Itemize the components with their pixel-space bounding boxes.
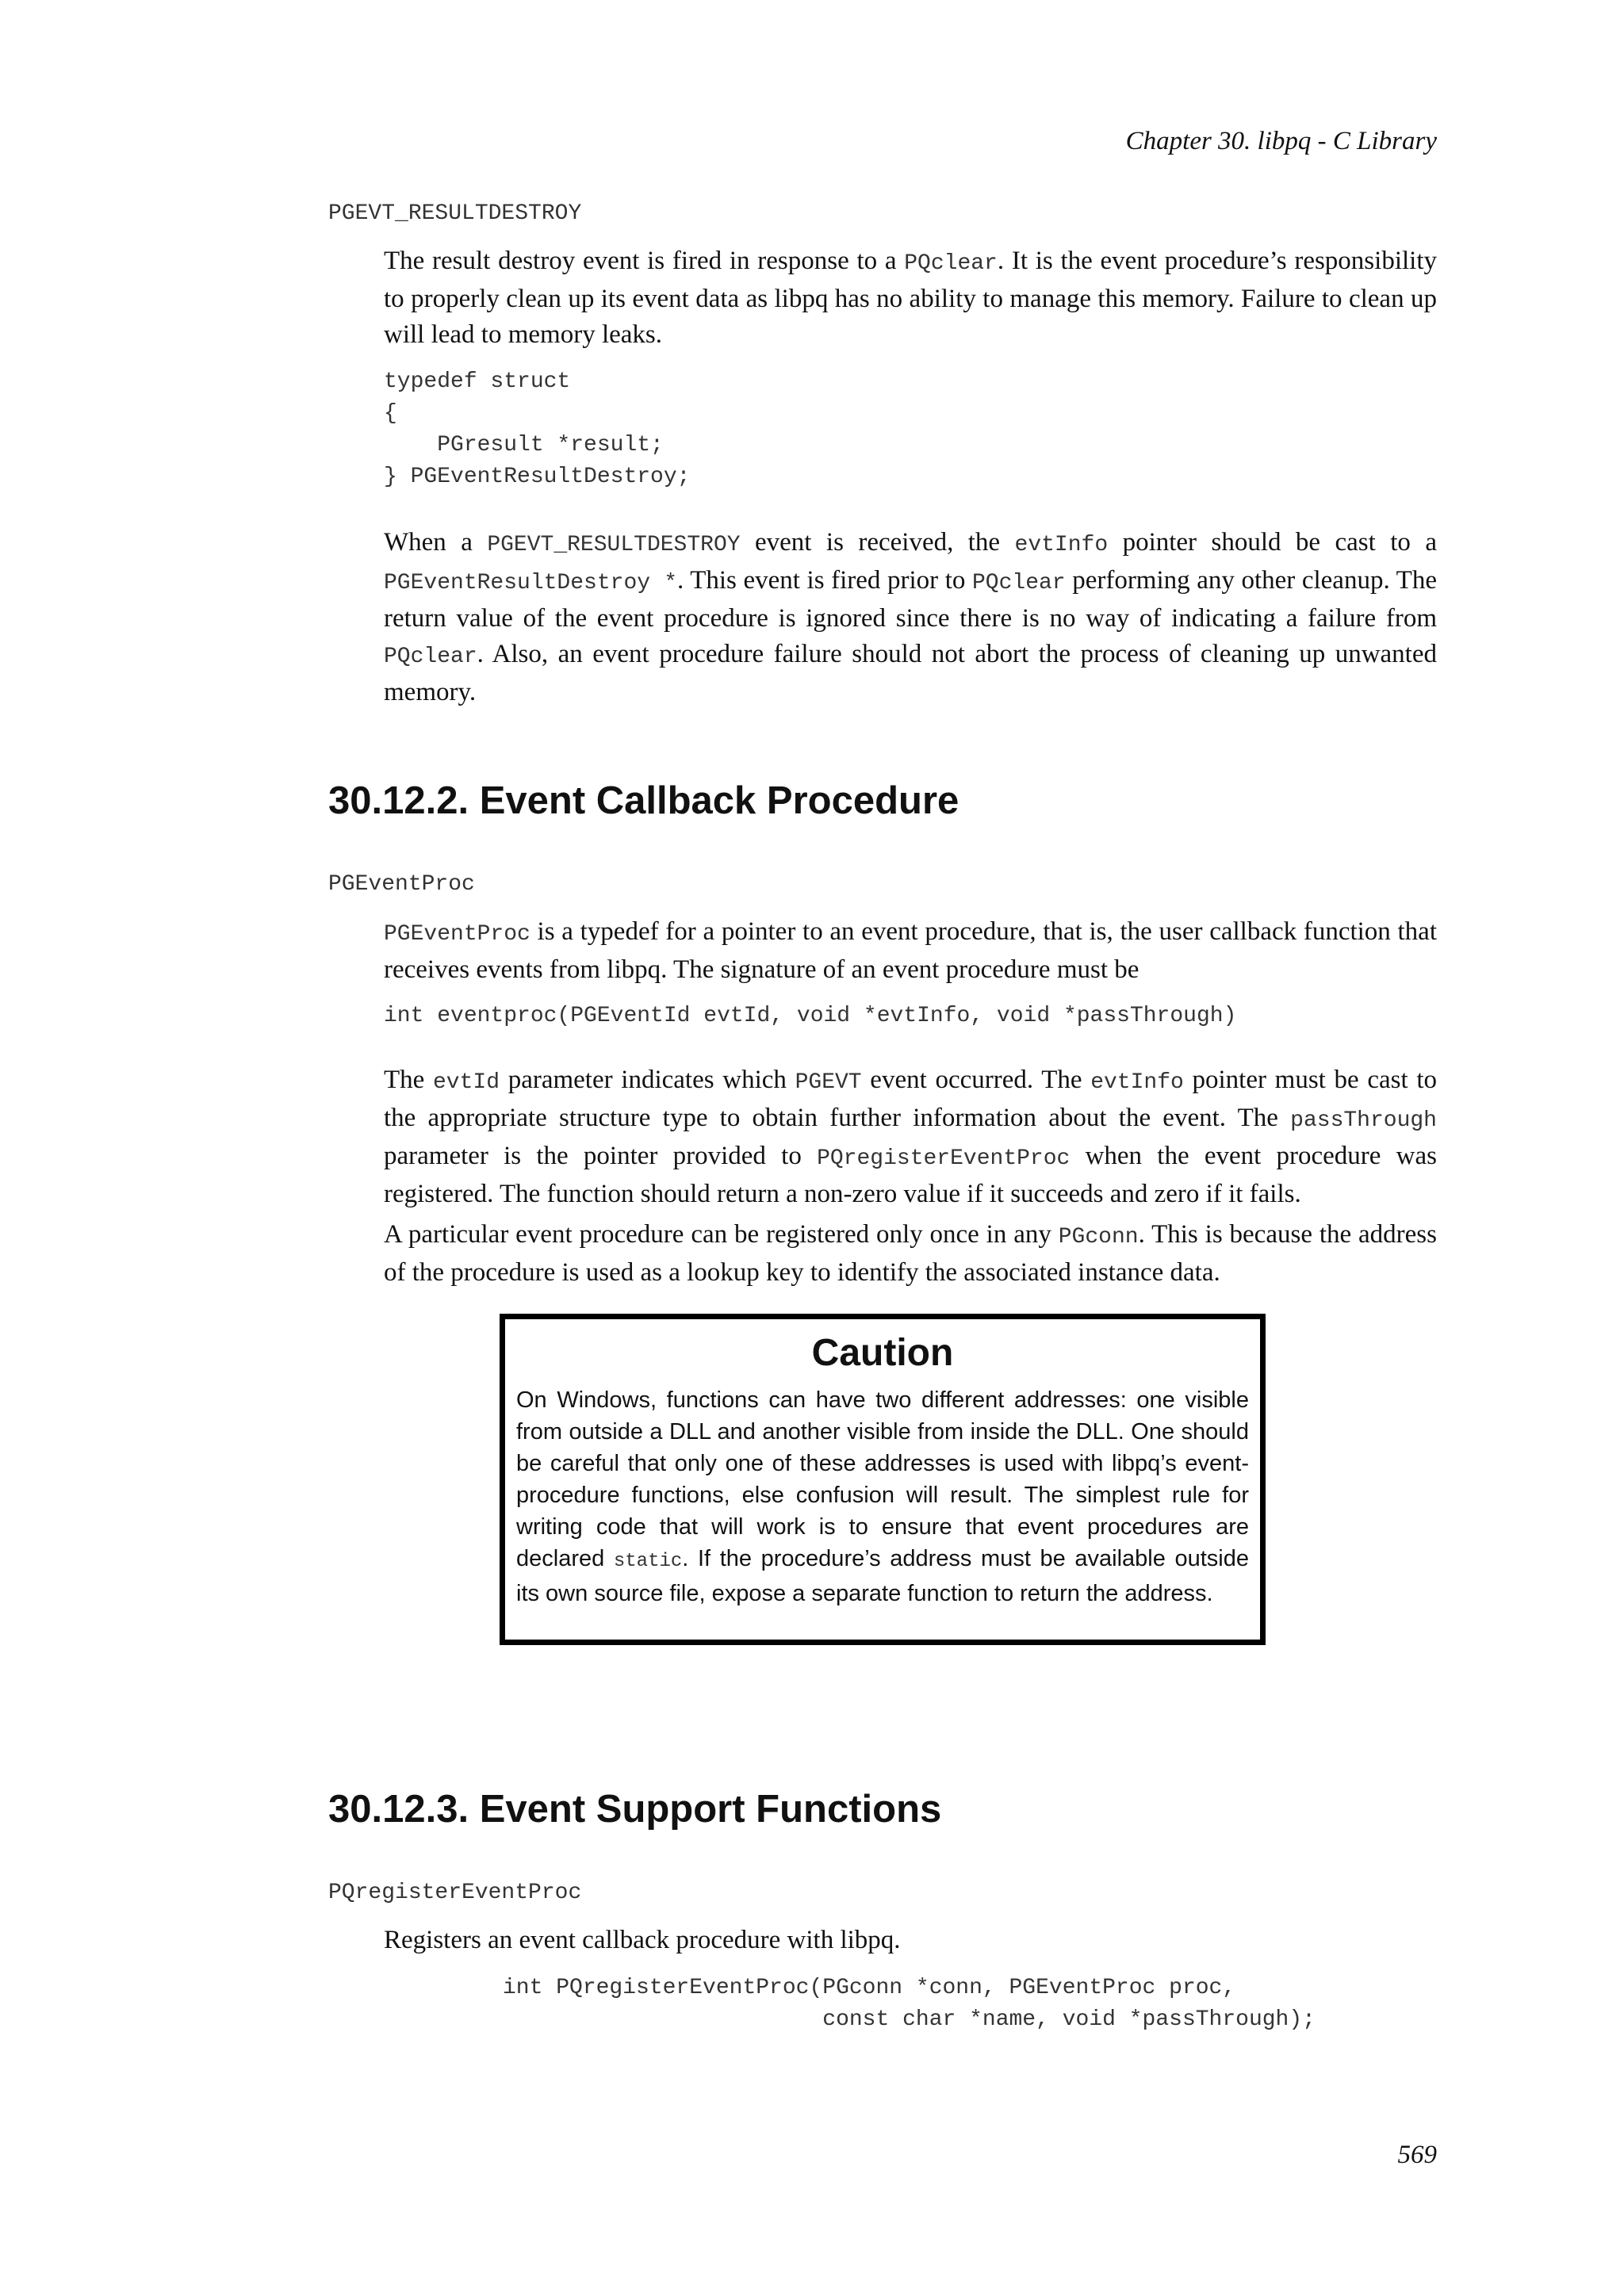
running-header: Chapter 30. libpq - C Library (1125, 127, 1437, 155)
resultdestroy-paragraph-1: The result destroy event is fired in response to a PQclear. It is the event procedure’s responsibility to properly clean up its event data as libpq has no ability to manage this memory. Failure to clean up will lead to memory leaks. (384, 247, 1437, 349)
term-pqregistereventproc: PQregisterEventProc (328, 1881, 582, 1905)
eventproc-paragraph-2: The evtId parameter indicates which PGEVT event occurred. The evtInfo pointer must be cast to the appropriate structure type to obtain further information about the event. The passThrough parameter is the pointer provided to PQregisterEventProc when the event procedure was registered. The function should return a non-zero value if it succeeds and zero if it fails. (384, 1066, 1438, 1208)
section-heading-event-callback: 30.12.2. Event Callback Procedure (328, 779, 959, 822)
caution-body: On Windows, functions can have two different addresses: one visible from outside a DLL and another visible from inside the DLL. One should be careful that only one of these addresses is used with libpq’s event-procedure functions, else confusion will result. The simplest rule for writing code that will work is to ensure that event procedures are declared static. If the procedure’s address must be available outside its own source file, expose a separate function to return the address. (516, 1387, 1249, 1606)
term-pgevt-resultdestroy: PGEVT_RESULTDESTROY (328, 201, 582, 226)
eventproc-paragraph-3: A particular event procedure can be registered only once in any PGconn. This is because the address of the procedure is used as a lookup key to identify the associated instance data. (384, 1220, 1437, 1287)
eventproc-paragraph-1: PGEventProc is a typedef for a pointer to an event procedure, that is, the user callback function that receives events from libpq. The signature of an event procedure must be (384, 917, 1437, 984)
eventproc-signature: int eventproc(PGEventId evtId, void *evtInfo, void *passThrough) (384, 1004, 1237, 1028)
registereventproc-signature: int PQregisterEventProc(PGconn *conn, PGEventProc proc, const char *name, void *passThrough); (503, 1976, 1316, 2032)
resultdestroy-code-block: typedef struct { PGresult *result; } PGEventResultDestroy; (384, 369, 691, 489)
resultdestroy-paragraph-2: When a PGEVT_RESULTDESTROY event is received, the evtInfo pointer should be cast to a PGEventResultDestroy *. This event is fired prior to PQclear performing any other cleanup. The return value of the event procedure is ignored since there is no way of indicating a failure from PQclear. Also, an event procedure failure should not abort the process of cleaning up unwanted memory. (384, 528, 1437, 706)
caution-title: Caution (811, 1332, 954, 1374)
page-number: 569 (1397, 2141, 1437, 2169)
term-pgeventproc: PGEventProc (328, 872, 475, 897)
caution-box (500, 1314, 1266, 1645)
section-heading-event-support: 30.12.3. Event Support Functions (328, 1788, 942, 1831)
registereventproc-paragraph-1: Registers an event callback procedure with libpq. (384, 1926, 901, 1954)
